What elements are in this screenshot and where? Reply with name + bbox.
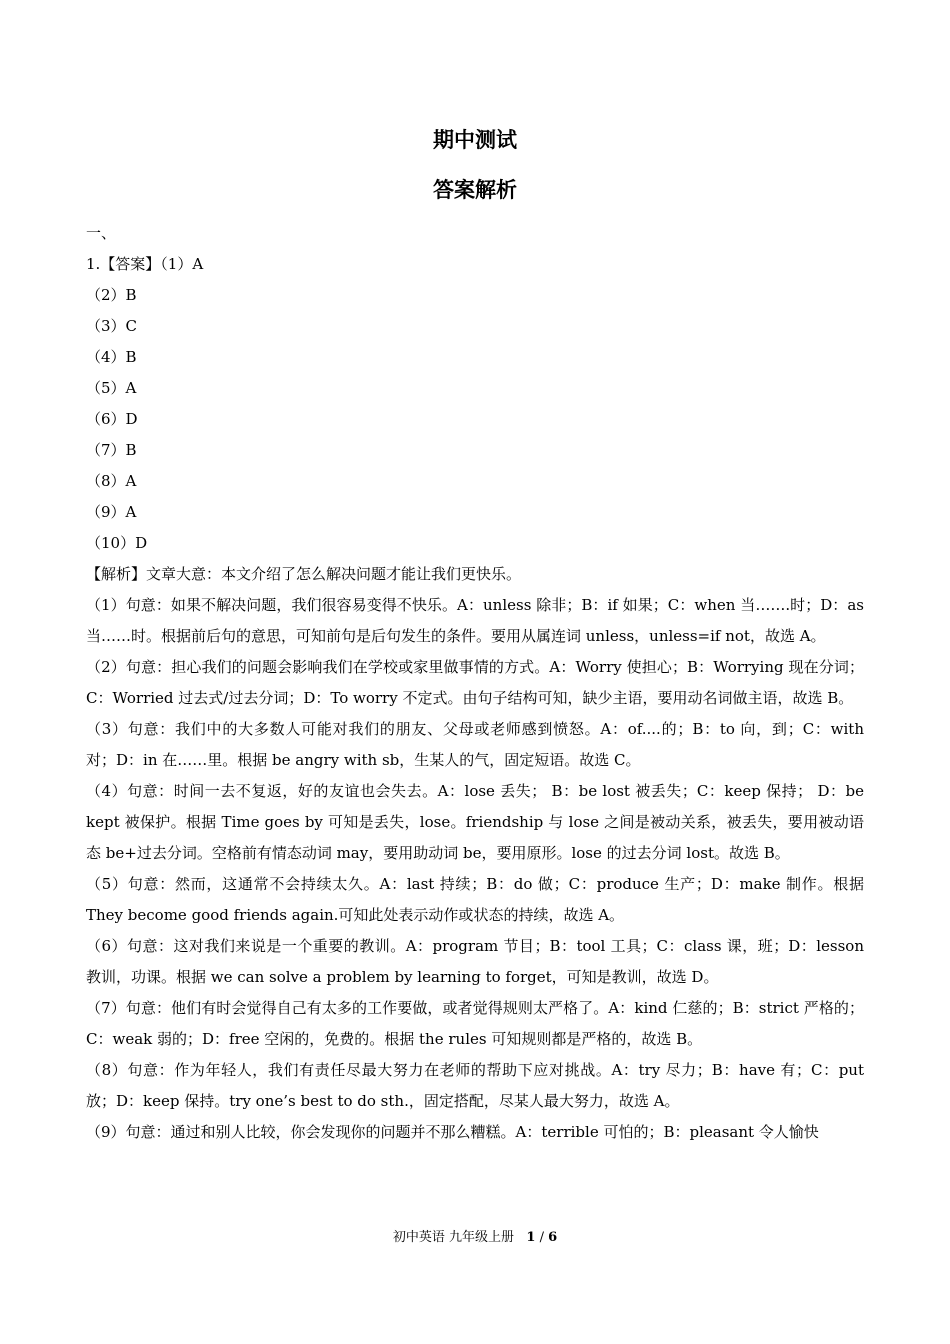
answer-list (86, 249, 864, 559)
analysis-item: （6）句意：这对我们来说是一个重要的教训。A：program 节目；B：tool 工具；C：class 课，班；D：lesson 教训，功课。根据 we can solve a problem by learning to forget，可知是教训，故选 D。 (86, 937, 864, 986)
answer-item: （8）A (86, 472, 137, 490)
analysis-item: （5）句意：然而，这通常不会持续太久。A：last 持续；B：do 做；C：produce 生产；D：make 制作。根据 They become good friends again.可知此处表示动作或状态的持续，故选 A。 (86, 875, 864, 924)
analysis-item: （1）句意：如果不解决问题，我们很容易变得不快乐。A：unless 除非；B：if 如果；C：when 当…….时；D：as 当……时。根据前后句的意思，可知前句是后句发生的条件。要用从属连词 unless，unless=if not，故选 A。 (86, 596, 864, 645)
answer-item: （2）B (86, 286, 137, 304)
answer-item: （3）C (86, 317, 138, 335)
answer-item: （4）B (86, 348, 137, 366)
analysis-item: （2）句意：担心我们的问题会影响我们在学校或家里做事情的方式。A：Worry 使担心；B：Worrying 现在分词；C：Worried 过去式/过去分词；D：To worry 不定式。由句子结构可知，缺少主语，要用动名词做主语，故选 B。 (86, 658, 864, 707)
answer-item: 1.【答案】（1）A (86, 255, 204, 273)
analysis-item: （4）句意：时间一去不复返，好的友谊也会失去。A：lose 丢失； B：be lost 被丢失；C：keep 保持； D：be kept 被保护。根据 Time goes by 可知是丢失，lose。friendship 与 lose 之间是被动关系，被丢失，要用被动语态 be+过去分词。空格前有情态动词 may，要用助动词 be，要用原形。lose 的过去分词 lost。故选 B。 (86, 782, 864, 862)
analysis-summary: 【解析】文章大意：本文介绍了怎么解决问题才能让我们更快乐。 (86, 565, 522, 583)
page-footer (0, 1228, 950, 1248)
footer-page-current: 1 (526, 1230, 536, 1245)
answer-item: （7）B (86, 441, 137, 459)
analysis-item: （9）句意：通过和别人比较，你会发现你的问题并不那么糟糕。A：terrible 可怕的；B：pleasant 令人愉快 (86, 1123, 819, 1141)
analysis-item: （7）句意：他们有时会觉得自己有太多的工作要做，或者觉得规则太严格了。A：kind 仁慈的；B：strict 严格的；C：weak 弱的；D：free 空闲的，免费的。根据 the rules 可知规则都是严格的，故选 B。 (86, 999, 864, 1048)
page-title: 期中测试 (433, 128, 517, 152)
answer-item: （9）A (86, 503, 137, 521)
analysis-list (86, 590, 864, 1148)
answer-item: （10）D (86, 534, 148, 552)
footer-page-total: 6 (548, 1230, 558, 1245)
page-subtitle: 答案解析 (433, 178, 517, 202)
document-body (86, 218, 864, 1148)
answer-item: （6）D (86, 410, 138, 428)
section-label: 一、 (86, 224, 117, 242)
footer-course: 初中英语 九年级上册 (392, 1230, 514, 1245)
answer-item: （5）A (86, 379, 137, 397)
footer-page-separator: / (539, 1230, 544, 1245)
analysis-item: （8）句意：作为年轻人，我们有责任尽最大努力在老师的帮助下应对挑战。A：try 尽力；B：have 有；C：put 放；D：keep 保持。try one’s best to do sth.，固定搭配，尽某人最大努力，故选 A。 (86, 1061, 864, 1110)
analysis-item: （3）句意：我们中的大多数人可能对我们的朋友、父母或老师感到愤怒。A：of....的；B：to 向，到；C：with 对；D：in 在……里。根据 be angry with sb，生某人的气，固定短语。故选 C。 (86, 720, 864, 769)
